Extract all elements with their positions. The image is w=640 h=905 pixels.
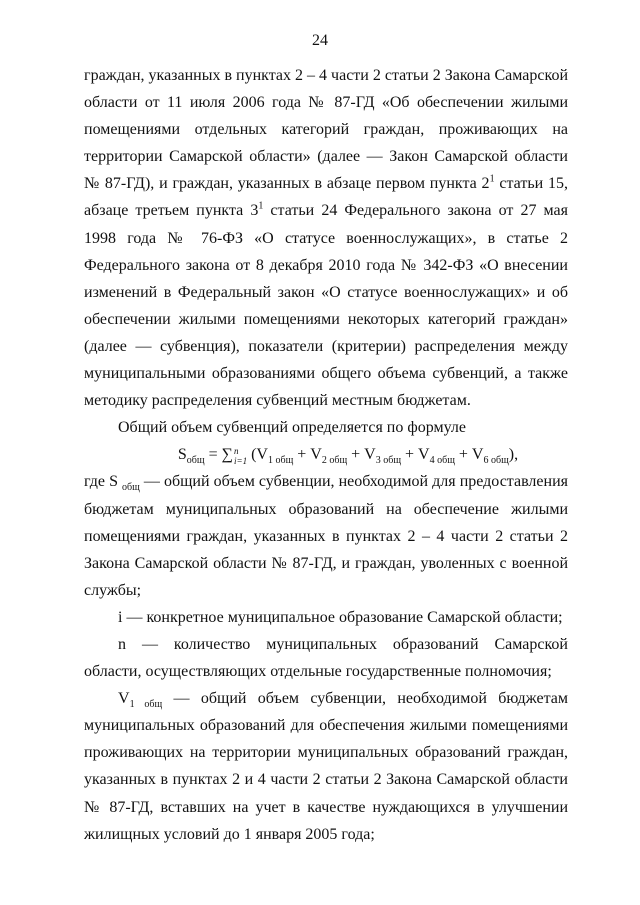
sum-limits: n i=1 xyxy=(234,445,248,466)
document-body xyxy=(84,62,568,848)
formula-intro: Общий объем субвенций определяется по формуле xyxy=(118,419,466,437)
page-number: 24 xyxy=(312,32,328,49)
definition-i: i — конкретное муниципальное образование Самарской области; xyxy=(118,608,563,626)
definition-n: n — количество муниципальных образований Самарской области, осуществляющих отдельные государственные полномочия; xyxy=(84,635,568,681)
paragraph-subvention-intro: граждан, указанных в пунктах 2 – 4 части 2 статьи 2 Закона Самарской области от 11 июля 2006 года № 87-ГД «Об обеспечении жилыми помещениями отдельных категорий граждан, проживающих на территории Самарской области» (далее — Закон Самарской области № 87-ГД), и граждан, указанных в абзаце первом пункта $2^1$ статьи 15, абзаце третьем пункта $3^1$ статьи 24 Федерального закона от 27 мая 1998 года № 76-ФЗ «О статусе военнослужащих», в статье 2 Федерального закона от 8 декабря 2010 года № 342-ФЗ «О внесении изменений в Федеральный закон «О статусе военнослужащих» и об обеспечении жилыми помещениями некоторых категорий граждан» (далее — субвенция), показатели (критерии) распределения между муниципальными образованиями общего объема субвенций, а также методику распределения субвенций местным бюджетам. xyxy=(84,67,569,410)
formula: $S_{общ}$ = ∑ n i=1 $(V_{1 общ} + V_{2 общ} + V_{3 общ} + V_{4 общ} + V_{6 общ})$, xyxy=(177,445,519,467)
definition-s-total: где S $_{общ}$ — общий объем субвенции, необходимой для предоставления бюджетам муниципальных образований на обеспечение жилыми помещениями граждан, указанных в пунктах 2 – 4 части 2 статьи 2 Закона Самарской области № 87-ГД, и граждан, уволенных с военной службы; xyxy=(84,473,568,599)
definition-v1: $V_{1 общ}$ — общий объем субвенции, необходимой бюджетам муниципальных образований для обеспечения жилыми помещениями проживающих на территории муниципальных образований граждан, указанных в пунктах 2 и 4 части 2 статьи 2 Закона Самарской области № 87-ГД, вставших на учет в качестве нуждающихся в улучшении жилищных условий до 1 января 2005 года; xyxy=(84,690,568,843)
